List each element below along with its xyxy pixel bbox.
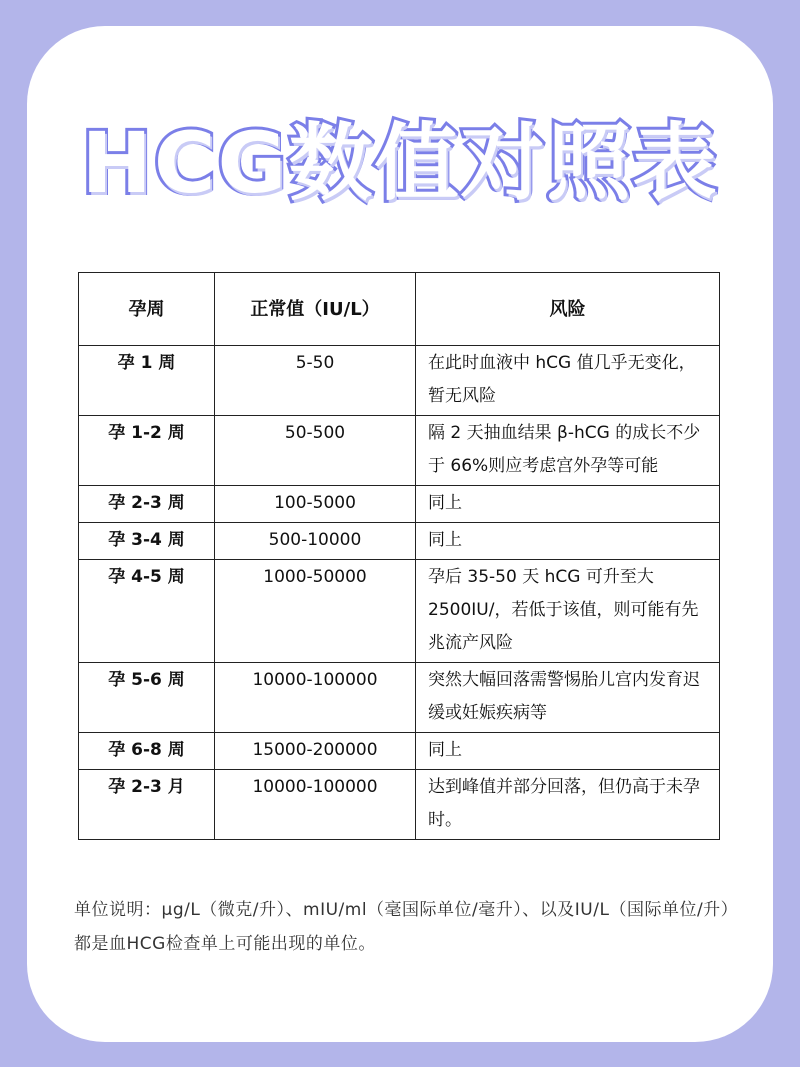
risk-cell: 同上 [416,523,720,560]
header-week: 孕周 [79,273,215,346]
week-cell: 孕 4-5 周 [79,560,215,663]
header-normal-value: 正常值（IU/L） [215,273,416,346]
unit-note: 单位说明：μg/L（微克/升）、mIU/ml（毫国际单位/毫升）、以及IU/L（国际单位/升）都是血HCG检查单上可能出现的单位。 [74,900,730,954]
risk-cell: 隔 2 天抽血结果 β-hCG 的成长不少于 66%则应考虑宫外孕等可能 [416,416,720,486]
table-row [79,663,720,733]
risk-cell: 孕后 35-50 天 hCG 可升至大 2500IU/，若低于该值，则可能有先兆流产风险 [416,560,720,663]
risk-cell: 同上 [416,486,720,523]
risk-cell: 同上 [416,733,720,770]
value-cell: 100-5000 [215,486,416,523]
table-row [79,346,720,416]
value-cell: 10000-100000 [215,770,416,840]
table-row [79,560,720,663]
page-title: HCG数值对照表 [81,114,719,212]
value-cell: 500-10000 [215,523,416,560]
value-cell: 5-50 [215,346,416,416]
table-row [79,486,720,523]
week-cell: 孕 5-6 周 [79,663,215,733]
week-cell: 孕 3-4 周 [79,523,215,560]
value-cell: 15000-200000 [215,733,416,770]
risk-cell: 在此时血液中 hCG 值几乎无变化，暂无风险 [416,346,720,416]
header-risk: 风险 [416,273,720,346]
value-cell: 1000-50000 [215,560,416,663]
week-cell: 孕 6-8 周 [79,733,215,770]
week-cell: 孕 2-3 月 [79,770,215,840]
table-row [79,733,720,770]
risk-cell: 达到峰值并部分回落，但仍高于未孕时。 [416,770,720,840]
hcg-table [78,272,720,840]
table-row [79,416,720,486]
table-row [79,770,720,840]
value-cell: 50-500 [215,416,416,486]
week-cell: 孕 1 周 [79,346,215,416]
risk-cell: 突然大幅回落需警惕胎儿宫内发育迟缓或妊娠疾病等 [416,663,720,733]
week-cell: 孕 2-3 周 [79,486,215,523]
table-row [79,523,720,560]
table-header-row [79,273,720,346]
value-cell: 10000-100000 [215,663,416,733]
week-cell: 孕 1-2 周 [79,416,215,486]
